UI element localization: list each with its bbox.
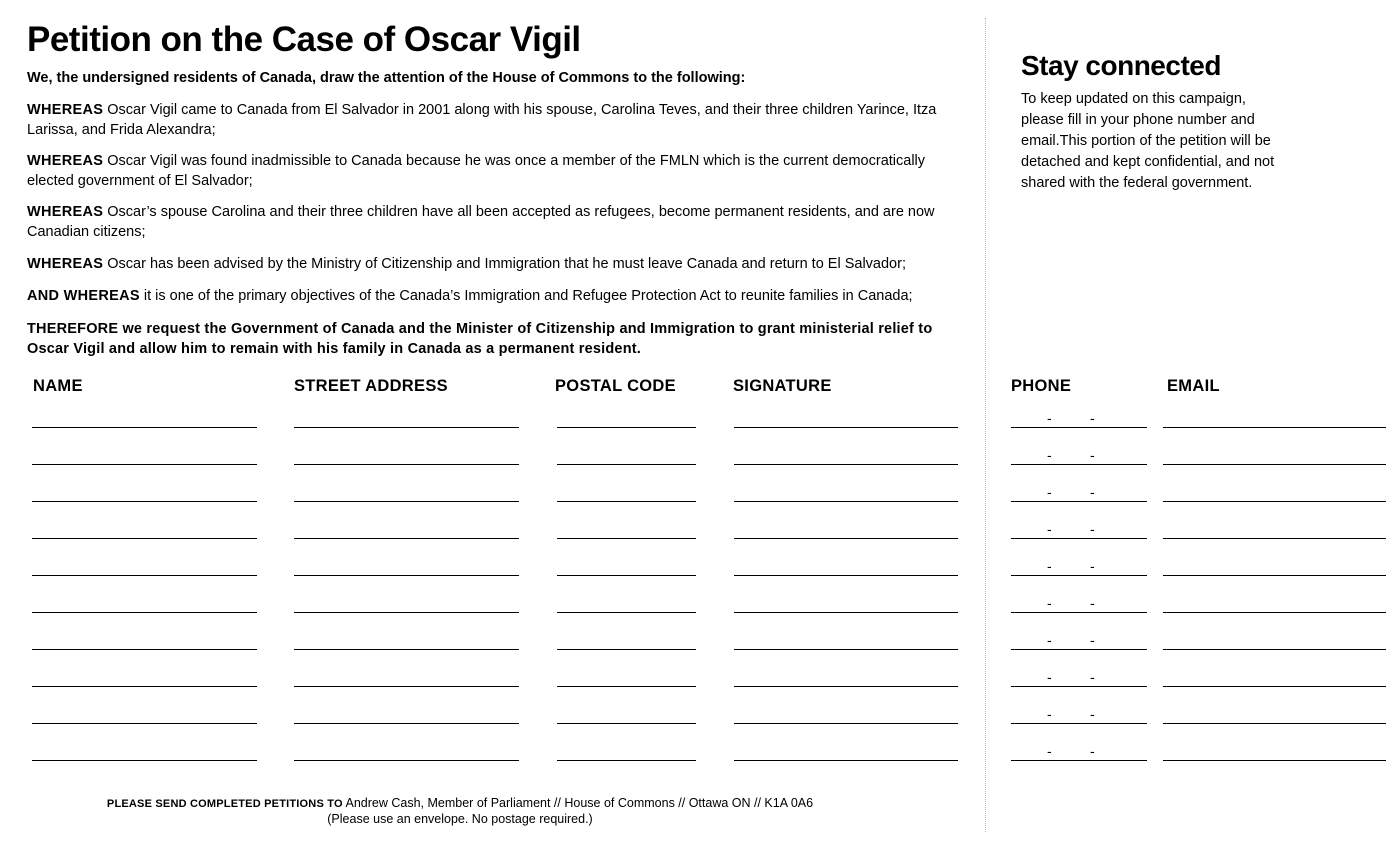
signature-line[interactable] xyxy=(734,760,958,761)
address-line[interactable] xyxy=(294,686,519,687)
petition-intro: We, the undersigned residents of Canada, draw the attention of the House of Commons to the following: xyxy=(27,70,746,86)
clause-3 xyxy=(27,203,962,242)
postal-line[interactable] xyxy=(557,612,696,613)
address-line[interactable] xyxy=(294,649,519,650)
clause-keyword: WHEREAS xyxy=(27,204,104,220)
email-line[interactable] xyxy=(1163,464,1386,465)
clause-keyword: WHEREAS xyxy=(27,256,104,272)
email-line[interactable] xyxy=(1163,649,1386,650)
phone-line[interactable] xyxy=(1011,427,1147,428)
address-line[interactable] xyxy=(294,538,519,539)
signature-line[interactable] xyxy=(734,464,958,465)
postal-line[interactable] xyxy=(557,538,696,539)
mailing-label: PLEASE SEND COMPLETED PETITIONS TO xyxy=(106,798,343,810)
address-line[interactable] xyxy=(294,464,519,465)
clause-text: Oscar has been advised by the Ministry of Citizenship and Immigration that he must leave Canada and return to El Salvador; xyxy=(107,256,906,272)
phone-separator: - xyxy=(1090,632,1095,648)
clause-text: Oscar Vigil was found inadmissible to Canada because he was once a member of the FMLN which is the current democratically elected government of El Salvador; xyxy=(27,153,926,189)
name-line[interactable] xyxy=(32,723,257,724)
email-line[interactable] xyxy=(1163,686,1386,687)
signature-line[interactable] xyxy=(734,427,958,428)
mailing-address-line xyxy=(0,796,920,812)
clause-text: Oscar Vigil came to Canada from El Salvador in 2001 along with his spouse, Carolina Teves, and their three children Yarince, Itza Larissa, and Frida Alexandra; xyxy=(27,102,937,138)
phone-line[interactable] xyxy=(1011,723,1147,724)
signature-line[interactable] xyxy=(734,501,958,502)
postal-line[interactable] xyxy=(557,575,696,576)
phone-separator: - xyxy=(1090,558,1095,574)
email-line[interactable] xyxy=(1163,760,1386,761)
clause-5 xyxy=(27,287,962,307)
postal-line[interactable] xyxy=(557,723,696,724)
address-line[interactable] xyxy=(294,723,519,724)
signature-line[interactable] xyxy=(734,538,958,539)
clause-keyword: AND WHEREAS xyxy=(27,288,140,304)
phone-line[interactable] xyxy=(1011,686,1147,687)
phone-separator: - xyxy=(1047,595,1052,611)
postal-line[interactable] xyxy=(557,464,696,465)
clause-keyword: WHEREAS xyxy=(27,153,104,169)
column-header-phone: PHONE xyxy=(1011,377,1072,395)
column-header-name: NAME xyxy=(33,377,83,395)
name-line[interactable] xyxy=(32,501,257,502)
clause-keyword: WHEREAS xyxy=(27,102,104,118)
clause-2 xyxy=(27,152,962,191)
postal-line[interactable] xyxy=(557,649,696,650)
name-line[interactable] xyxy=(32,575,257,576)
phone-separator: - xyxy=(1047,558,1052,574)
email-line[interactable] xyxy=(1163,575,1386,576)
email-line[interactable] xyxy=(1163,723,1386,724)
phone-separator: - xyxy=(1047,447,1052,463)
phone-separator: - xyxy=(1090,706,1095,722)
postal-line[interactable] xyxy=(557,686,696,687)
phone-line[interactable] xyxy=(1011,501,1147,502)
name-line[interactable] xyxy=(32,464,257,465)
column-header-postal: POSTAL CODE xyxy=(555,377,676,395)
phone-separator: - xyxy=(1047,410,1052,426)
clause-4 xyxy=(27,255,962,275)
mailing-instructions xyxy=(0,796,920,827)
phone-separator: - xyxy=(1047,484,1052,500)
phone-line[interactable] xyxy=(1011,760,1147,761)
phone-separator: - xyxy=(1090,521,1095,537)
signature-line[interactable] xyxy=(734,575,958,576)
phone-separator: - xyxy=(1047,521,1052,537)
postal-line[interactable] xyxy=(557,760,696,761)
name-line[interactable] xyxy=(32,427,257,428)
name-line[interactable] xyxy=(32,612,257,613)
therefore-clause: THEREFORE we request the Government of Canada and the Minister of Citizenship and Immigration to grant ministerial relief to Oscar Vigil and allow him to remain with his family in Canada as a permanent resident. xyxy=(27,321,933,357)
phone-separator: - xyxy=(1090,669,1095,685)
stay-connected-title: Stay connected xyxy=(1021,50,1221,81)
phone-line[interactable] xyxy=(1011,649,1147,650)
phone-separator: - xyxy=(1090,410,1095,426)
phone-separator: - xyxy=(1090,484,1095,500)
phone-separator: - xyxy=(1047,669,1052,685)
phone-line[interactable] xyxy=(1011,464,1147,465)
address-line[interactable] xyxy=(294,612,519,613)
address-line[interactable] xyxy=(294,427,519,428)
column-header-email: EMAIL xyxy=(1167,377,1220,395)
email-line[interactable] xyxy=(1163,612,1386,613)
petition-title: Petition on the Case of Oscar Vigil xyxy=(27,20,581,59)
signature-line[interactable] xyxy=(734,686,958,687)
phone-separator: - xyxy=(1090,743,1095,759)
mailing-address: Andrew Cash, Member of Parliament // House of Commons // Ottawa ON // K1A 0A6 xyxy=(345,796,814,810)
address-line[interactable] xyxy=(294,760,519,761)
clause-text: it is one of the primary objectives of the Canada’s Immigration and Refugee Protection Act to reunite families in Canada; xyxy=(143,288,913,304)
phone-separator: - xyxy=(1090,447,1095,463)
signature-line[interactable] xyxy=(734,612,958,613)
email-line[interactable] xyxy=(1163,427,1386,428)
column-header-address: STREET ADDRESS xyxy=(294,377,448,395)
stay-connected-text: To keep updated on this campaign, please fill in your phone number and email.This portion of the petition will be detached and kept confidential, and not shared with the federal government. xyxy=(1021,91,1275,191)
clause-text: Oscar’s spouse Carolina and their three children have all been accepted as refugees, become permanent residents, and are now Canadian citizens; xyxy=(27,204,935,240)
address-line[interactable] xyxy=(294,501,519,502)
phone-line[interactable] xyxy=(1011,612,1147,613)
postal-line[interactable] xyxy=(557,427,696,428)
clause-1 xyxy=(27,101,962,140)
phone-separator: - xyxy=(1047,706,1052,722)
phone-separator: - xyxy=(1090,595,1095,611)
postal-line[interactable] xyxy=(557,501,696,502)
email-line[interactable] xyxy=(1163,538,1386,539)
signature-line[interactable] xyxy=(734,649,958,650)
mailing-note: (Please use an envelope. No postage required.) xyxy=(327,812,593,826)
name-line[interactable] xyxy=(32,686,257,687)
address-line[interactable] xyxy=(294,575,519,576)
name-line[interactable] xyxy=(32,649,257,650)
name-line[interactable] xyxy=(32,760,257,761)
phone-separator: - xyxy=(1047,743,1052,759)
phone-line[interactable] xyxy=(1011,538,1147,539)
detach-divider xyxy=(985,18,986,832)
email-line[interactable] xyxy=(1163,501,1386,502)
signature-line[interactable] xyxy=(734,723,958,724)
name-line[interactable] xyxy=(32,538,257,539)
phone-separator: - xyxy=(1047,632,1052,648)
column-header-signature: SIGNATURE xyxy=(733,377,832,395)
phone-line[interactable] xyxy=(1011,575,1147,576)
